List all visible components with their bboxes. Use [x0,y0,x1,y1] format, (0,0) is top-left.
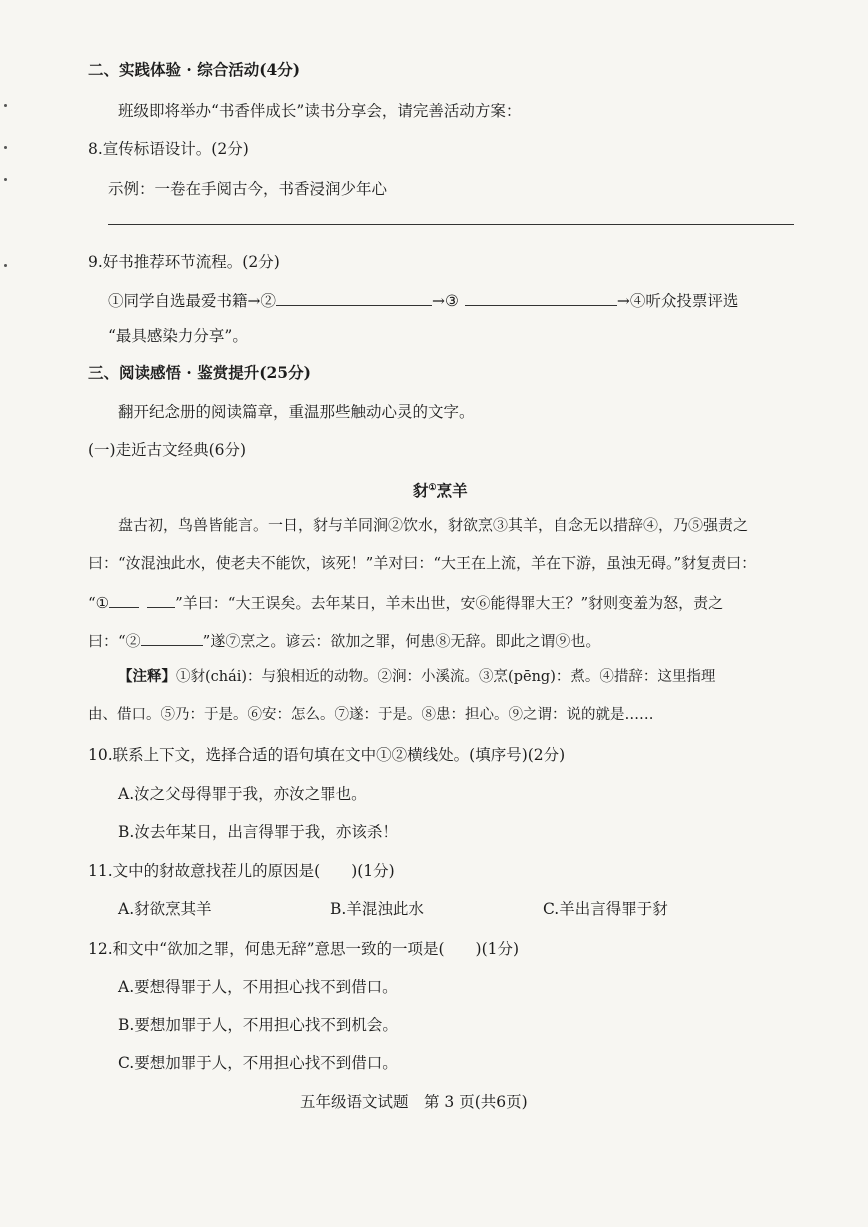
notes-text: ①豺(chái)：与狼相近的动物。②涧：小溪流。③烹(pēng)：煮。④措辞：这里指理 [176,669,716,685]
section-heading: 二、实践体验 · 综合活动(4分) [88,60,301,79]
scan-dot [4,104,7,107]
passage-line: 盘古初，鸟兽皆能言。一日，豺与羊同涧②饮水，豺欲烹③其羊，自念无以措辞④，乃⑤强责之 [118,516,749,534]
passage-title-text: 豺 [413,481,429,501]
answer-line[interactable] [108,224,794,225]
footnote-marker: ① [428,483,437,493]
question-12-stem: 12.和文中“欲加之罪，何患无辞”意思一致的一项是( )(1分) [88,940,520,958]
question-10-option-b: B.汝去年某日，出言得罪于我，亦该杀！ [118,823,398,841]
question-11-option-c: C.羊出言得罪于豺 [543,900,668,918]
notes-label: 【注释】 [118,668,176,685]
question-11-option-a: A.豺欲烹其羊 [118,900,212,918]
passage-line: 曰：“汝混浊此水，使老夫不能饮，该死！”羊对曰：“大王在上流，羊在下游，虽浊无碍。”豺复责曰： [88,554,757,572]
question-8-example: 示例：一卷在手阅古今，书香浸润少年心 [108,180,388,198]
scan-dot [4,264,7,267]
question-11-stem: 11.文中的豺故意找茬儿的原因是( )(1分) [88,862,395,880]
passage-line [88,591,723,613]
answer-blank-3[interactable] [465,289,617,306]
page-footer: 五年级语文试题 第 3 页(共6页) [300,1093,528,1111]
passage-line [88,629,600,651]
passage-title-text: 烹羊 [436,481,468,501]
flow-step-4: →④听众投票评选 [616,292,739,310]
section-intro: 翻开纪念册的阅读篇章，重温那些触动心灵的文字。 [118,403,475,421]
passage-text: 曰：“② [88,632,141,650]
answer-blank-2[interactable] [141,629,203,646]
answer-blank-1a[interactable] [109,591,139,608]
flow-arrow-3: →③ [432,292,459,310]
question-9-flow [108,289,738,311]
question-11-option-b: B.羊混浊此水 [330,900,424,918]
answer-blank-1b[interactable] [147,591,175,608]
question-9-stem: 9.好书推荐环节流程。(2分) [88,253,280,271]
scan-dot [4,146,7,149]
passage-text: ”遂⑦烹之。谚云：欲加之罪，何患⑧无辞。即此之谓⑨也。 [202,632,601,650]
question-8-stem: 8.宣传标语设计。(2分) [88,140,249,158]
section-intro: 班级即将举办“书香伴成长”读书分享会，请完善活动方案： [118,102,522,120]
flow-step-1: ①同学自选最爱书籍→② [108,292,276,310]
passage-text: “① [88,594,110,612]
section-heading: 三、阅读感悟 · 鉴赏提升(25分) [88,363,311,382]
passage-title [413,478,468,501]
passage-text: ”羊曰：“大王误矣。去年某日，羊未出世，安⑥能得罪大王？”豺则变羞为怒，责之 [175,594,724,612]
subsection-heading: (一)走近古文经典(6分) [88,441,247,459]
question-12-option-c: C.要想加罪于人，不用担心找不到借口。 [118,1054,398,1072]
notes-line [118,667,715,687]
question-12-option-a: A.要想得罪于人，不用担心找不到借口。 [118,978,398,996]
question-10-option-a: A.汝之父母得罪于我，亦汝之罪也。 [118,785,367,803]
question-9-flow-continued: “最具感染力分享”。 [108,327,248,345]
scan-dot [4,178,7,181]
question-10-stem: 10.联系上下文，选择合适的语句填在文中①②横线处。(填序号)(2分) [88,746,566,764]
notes-line: 由、借口。⑤乃：于是。⑥安：怎么。⑦遂：于是。⑧患：担心。⑨之谓：说的就是…… [88,707,654,723]
question-12-option-b: B.要想加罪于人，不用担心找不到机会。 [118,1016,398,1034]
answer-blank-2[interactable] [276,289,432,306]
